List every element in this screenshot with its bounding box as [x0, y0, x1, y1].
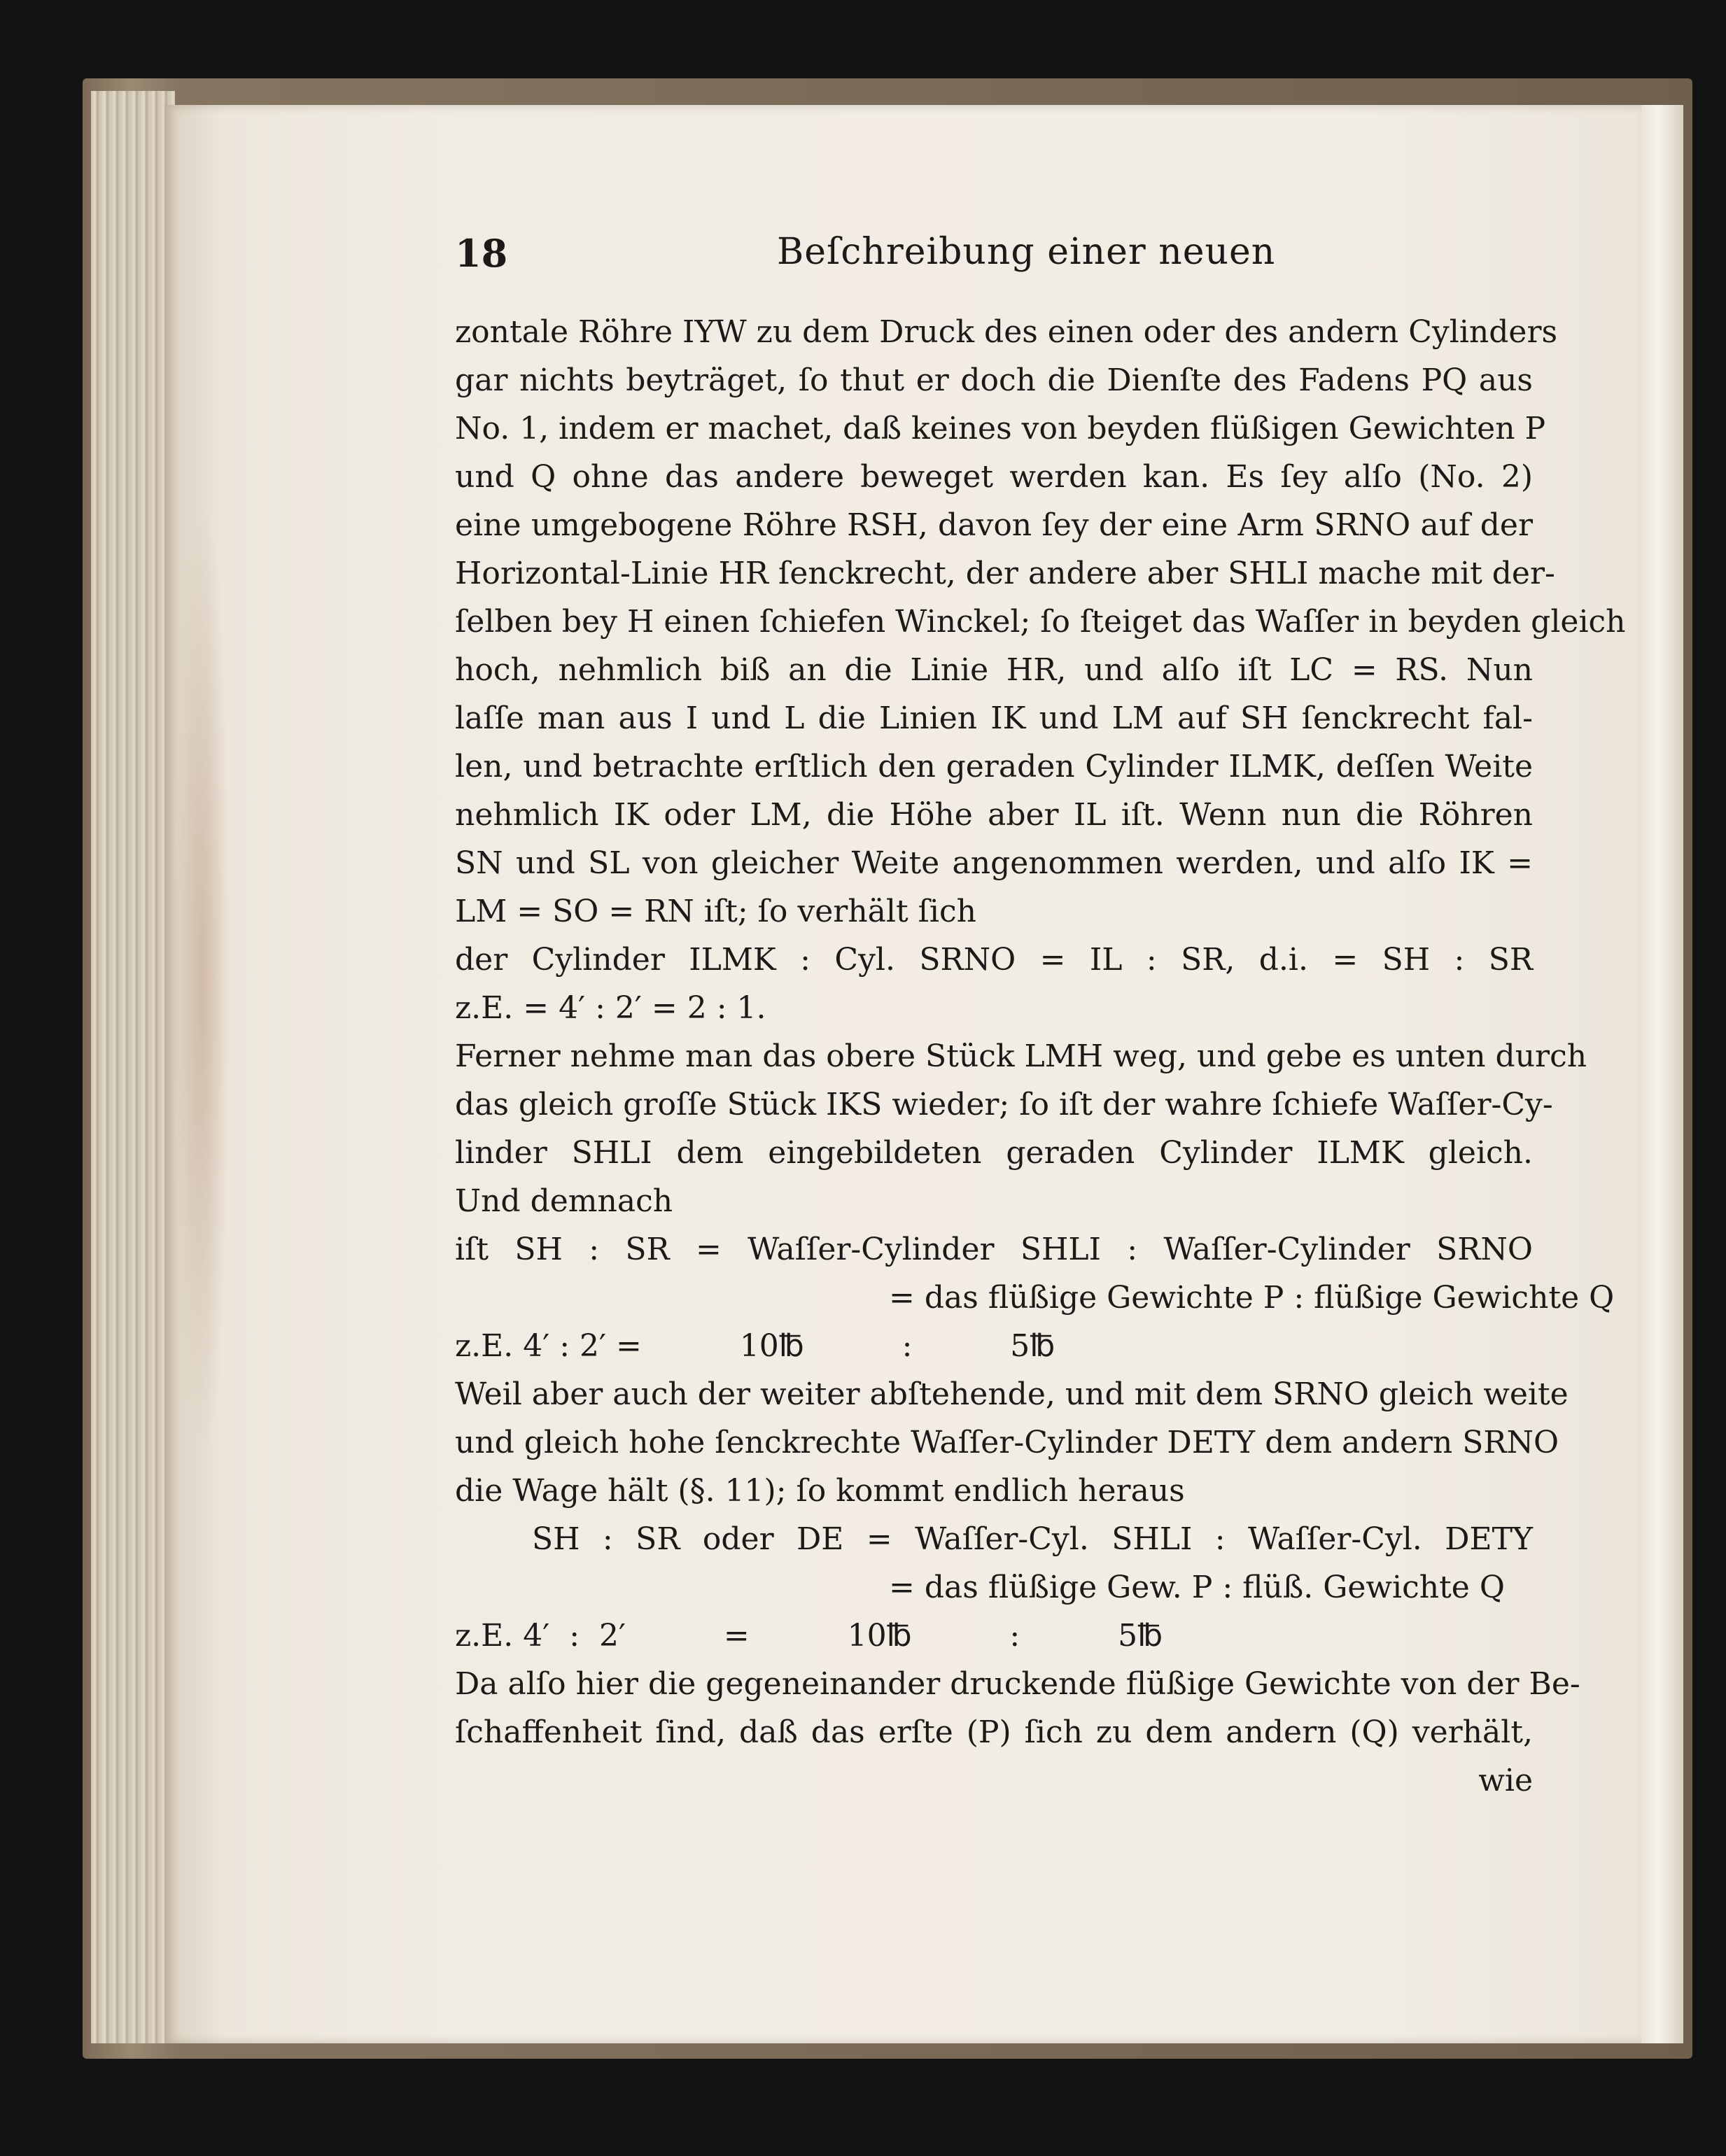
catchword: wie [1478, 1763, 1533, 1798]
text-block [455, 231, 1626, 1840]
formula-line: z.E. = 4′ : 2′ = 2 : 1. [455, 990, 766, 1026]
text-line: das gleich groſſe Stück IKS wieder; ſo iſt der wahre ſchiefe Waſſer-Cy- [455, 1087, 1553, 1122]
text-line: eine umgebogene Röhre RSH, davon ſey der eine Arm SRNO auf der [455, 507, 1533, 543]
text-line: die Wage hält (§. 11); ſo kommt endlich heraus [455, 1473, 1185, 1509]
text-line: len, und betrachte erſtlich den geraden Cylinder ILMK, deſſen Weite [455, 749, 1533, 784]
text-line: ſchaffenheit ſind, daß das erſte (P) ſich zu dem andern (Q) verhält, [455, 1714, 1533, 1750]
text-line: laſſe man aus I und L die Linien IK und LM auf SH ſenckrecht fal- [455, 700, 1533, 736]
formula-line: SH : SR oder DE = Waſſer-Cyl. SHLI : Waſſer-Cyl. DETY [532, 1521, 1533, 1557]
text-line: Weil aber auch der weiter abſtehende, und mit dem SRNO gleich weite [455, 1376, 1569, 1412]
text-line: Horizontal-Linie HR ſenckrecht, der andere aber SHLI mache mit der- [455, 556, 1555, 591]
formula-line: = das flüßige Gew. P : flüß. Gewichte Q [889, 1570, 1505, 1605]
text-line: und gleich hohe ſenckrechte Waſſer-Cylinder DETY dem andern SRNO [455, 1425, 1559, 1460]
formula-line: z.E. 4′ : 2′ = 10℔ : 5℔ [455, 1618, 1163, 1654]
text-line: Ferner nehme man das obere Stück LMH weg, und gebe es unten durch [455, 1038, 1587, 1074]
page-number: 18 [455, 231, 508, 276]
formula-line: iſt SH : SR = Waſſer-Cylinder SHLI : Waſſer-Cylinder SRNO [455, 1232, 1533, 1267]
text-line: Da alſo hier die gegeneinander druckende flüßige Gewichte von der Be- [455, 1666, 1580, 1702]
text-line: und Q ohne das andere beweget werden kan. Es ſey alſo (No. 2) [455, 459, 1533, 495]
text-line: Und demnach [455, 1183, 673, 1219]
text-line: zontale Röhre IYW zu dem Druck des einen oder des andern Cylinders [455, 314, 1558, 350]
text-line: ſelben bey H einen ſchiefen Winckel; ſo ſteiget das Waſſer in beyden gleich [455, 604, 1626, 640]
text-line: hoch, nehmlich biß an die Linie HR, und alſo iſt LC = RS. Nun [455, 652, 1533, 688]
text-line: gar nichts beyträget, ſo thut er doch die Dienſte des Fadens PQ aus [455, 362, 1533, 398]
running-title: Beſchreibung einer neuen [777, 231, 1276, 273]
text-line: LM = SO = RN iſt; ſo verhält ſich [455, 894, 976, 929]
facing-page-edge [1641, 105, 1683, 2043]
formula-line: z.E. 4′ : 2′ = 10℔ : 5℔ [455, 1328, 1055, 1364]
text-line: linder SHLI dem eingebildeten geraden Cylinder ILMK gleich. [455, 1135, 1533, 1171]
page-header [455, 231, 1533, 280]
page-stack-edges [91, 91, 175, 2043]
formula-line: der Cylinder ILMK : Cyl. SRNO = IL : SR, d.i. = SH : SR [455, 942, 1533, 978]
body-text [455, 308, 1626, 1805]
text-line: SN und SL von gleicher Weite angenommen werden, und alſo IK = [455, 845, 1533, 881]
text-line: No. 1, indem er machet, daß keines von beyden flüßigen Gewichten P [455, 411, 1546, 446]
water-stain [175, 490, 231, 1470]
formula-line: = das flüßige Gewichte P : flüßige Gewichte Q [889, 1280, 1615, 1316]
text-line: nehmlich IK oder LM, die Höhe aber IL iſt. Wenn nun die Röhren [455, 797, 1533, 833]
